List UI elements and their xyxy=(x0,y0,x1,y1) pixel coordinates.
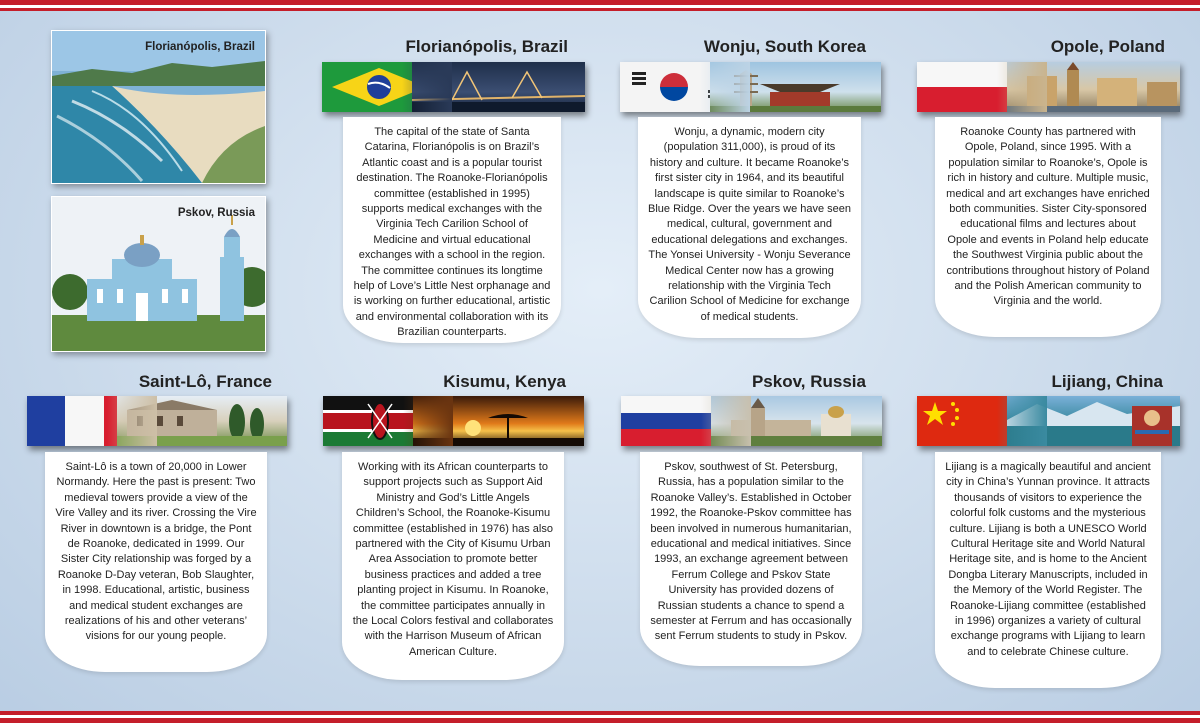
card-text: Wonju, a dynamic, modern city (population 311,000), is proud of its history and culture. It became Roanoke’s first sister city in 1964, and its beautiful landscape is quite similar to Roanoke’s Blue Ridge. Over the years we have seen medical, cultural, government and educational delegations and exchanges. The Yonsei University - Wonju Severance Medical Center now has a growing relationship with the Virginia Tech Carilion School of Medicine for exchange of medical students. xyxy=(648,126,852,323)
card-text: The capital of the state of Santa Catarina, Florianópolis is on Brazil’s Atlantic coast and is a popular tourist destination. The Roanoke-Florianópolis committee (established in 1995) supports medical exchanges with the Virginia Tech Carilion School of Medicine and virtual educational exchanges with a school in the region. The committee continues its longtime help of Love’s Little Nest orphanage and is working on further educational, artistic and environmental collaboration with its Brazilian counterparts. xyxy=(353,126,551,339)
card-text: Pskov, southwest of St. Petersburg, Russia, has a population similar to the Roanoke Valley’s. Established in October 1992, the Roanoke-Pskov committee has been involved in numerous humanitarian, educational and medical initiatives. Since 1993, an exchange agreement between Ferrum College and Pskov State University has provided dozens of Russian students a chance to spend a semester at Ferrum and has occasionally sent Ferrum students to study in Pskov. xyxy=(650,461,852,643)
photo-florianopolis xyxy=(51,30,266,184)
city-title: Florianópolis, Brazil xyxy=(405,37,568,56)
banner-russia xyxy=(621,396,882,446)
info-card xyxy=(640,452,862,666)
banner-korea xyxy=(620,62,881,112)
city-title: Pskov, Russia xyxy=(751,372,866,391)
banner-kenya xyxy=(323,396,584,446)
card-text: Lijiang is a magically beautiful and ancient city in China’s Yunnan province. It attracts thousands of visitors to experience the colorful folk customs and the mysterious culture. Lijiang is both a UNESCO World Cultural Heritage site and World Natural Heritage site, and is home to the Ancient Dongba Literary Manuscripts, included in the Memory of the World Register. The Roanoke-Lijiang committee (established in 1996) organizes a variety of cultural exchange programs with Lijiang to learn and to celebrate Chinese culture. xyxy=(945,461,1151,658)
city-title: Kisumu, Kenya xyxy=(443,372,566,391)
city-title: Wonju, South Korea xyxy=(703,37,866,56)
card-text: Saint-Lô is a town of 20,000 in Lower Normandy. Here the past is present: Two medieval towers provide a view of the Vire Valley and its river. Crossing the Vire River in downtown is a bridge, the Pont de Roanoke, dedicated in 1999. Our Sister City relationship was forged by a Roanoke D-Day veteran, Bob Slaughter, in 1998. Educational, artistic, business and medical student exchanges are realizations of his and other veterans’ visions for our young people. xyxy=(55,461,257,643)
banner-china xyxy=(917,396,1180,446)
top-stripe xyxy=(0,0,1200,14)
banner-brazil xyxy=(322,62,585,112)
banner-poland xyxy=(917,62,1180,112)
card-text: Working with its African counterparts to support projects such as Support Aid Ministry and God’s Little Angels Children’s School, the Roanoke-Kisumu committee (established in 1976) has also partnered with the City of Kisumu Urban Area Association to promote better business practices and added a tree planting project in Kisumu. In Roanoke, the committee participates annually in the Local Colors festival and collaborates with the Harrison Museum of African American Culture. xyxy=(352,461,554,658)
info-card xyxy=(935,117,1161,337)
info-card xyxy=(343,117,561,343)
city-title: Opole, Poland xyxy=(1050,37,1165,56)
bottom-stripe xyxy=(0,708,1200,723)
photo-pskov xyxy=(51,196,266,352)
card-text: Roanoke County has partnered with Opole, Poland, since 1995. With a population similar to Roanoke’s, Opole is rich in history and culture. Multiple music, medical and art exchanges have enriched both communities. Sister City-sponsored educational films and lectures about Opole and events in Poland help educate the Southwest Virginia public about the contributions throughout history of Poland and the Polish American community to Virginia and the world. xyxy=(946,126,1150,308)
church-image xyxy=(52,197,265,351)
city-title: Lijiang, China xyxy=(1051,372,1163,391)
info-card xyxy=(935,452,1161,688)
beach-image xyxy=(52,31,265,183)
banner-france xyxy=(27,396,287,446)
photo-label: Pskov, Russia xyxy=(177,207,255,219)
city-title: Saint-Lô, France xyxy=(138,372,272,391)
photo-label: Florianópolis, Brazil xyxy=(145,41,255,53)
info-card xyxy=(45,452,267,672)
info-card xyxy=(638,117,861,338)
info-card xyxy=(342,452,564,680)
